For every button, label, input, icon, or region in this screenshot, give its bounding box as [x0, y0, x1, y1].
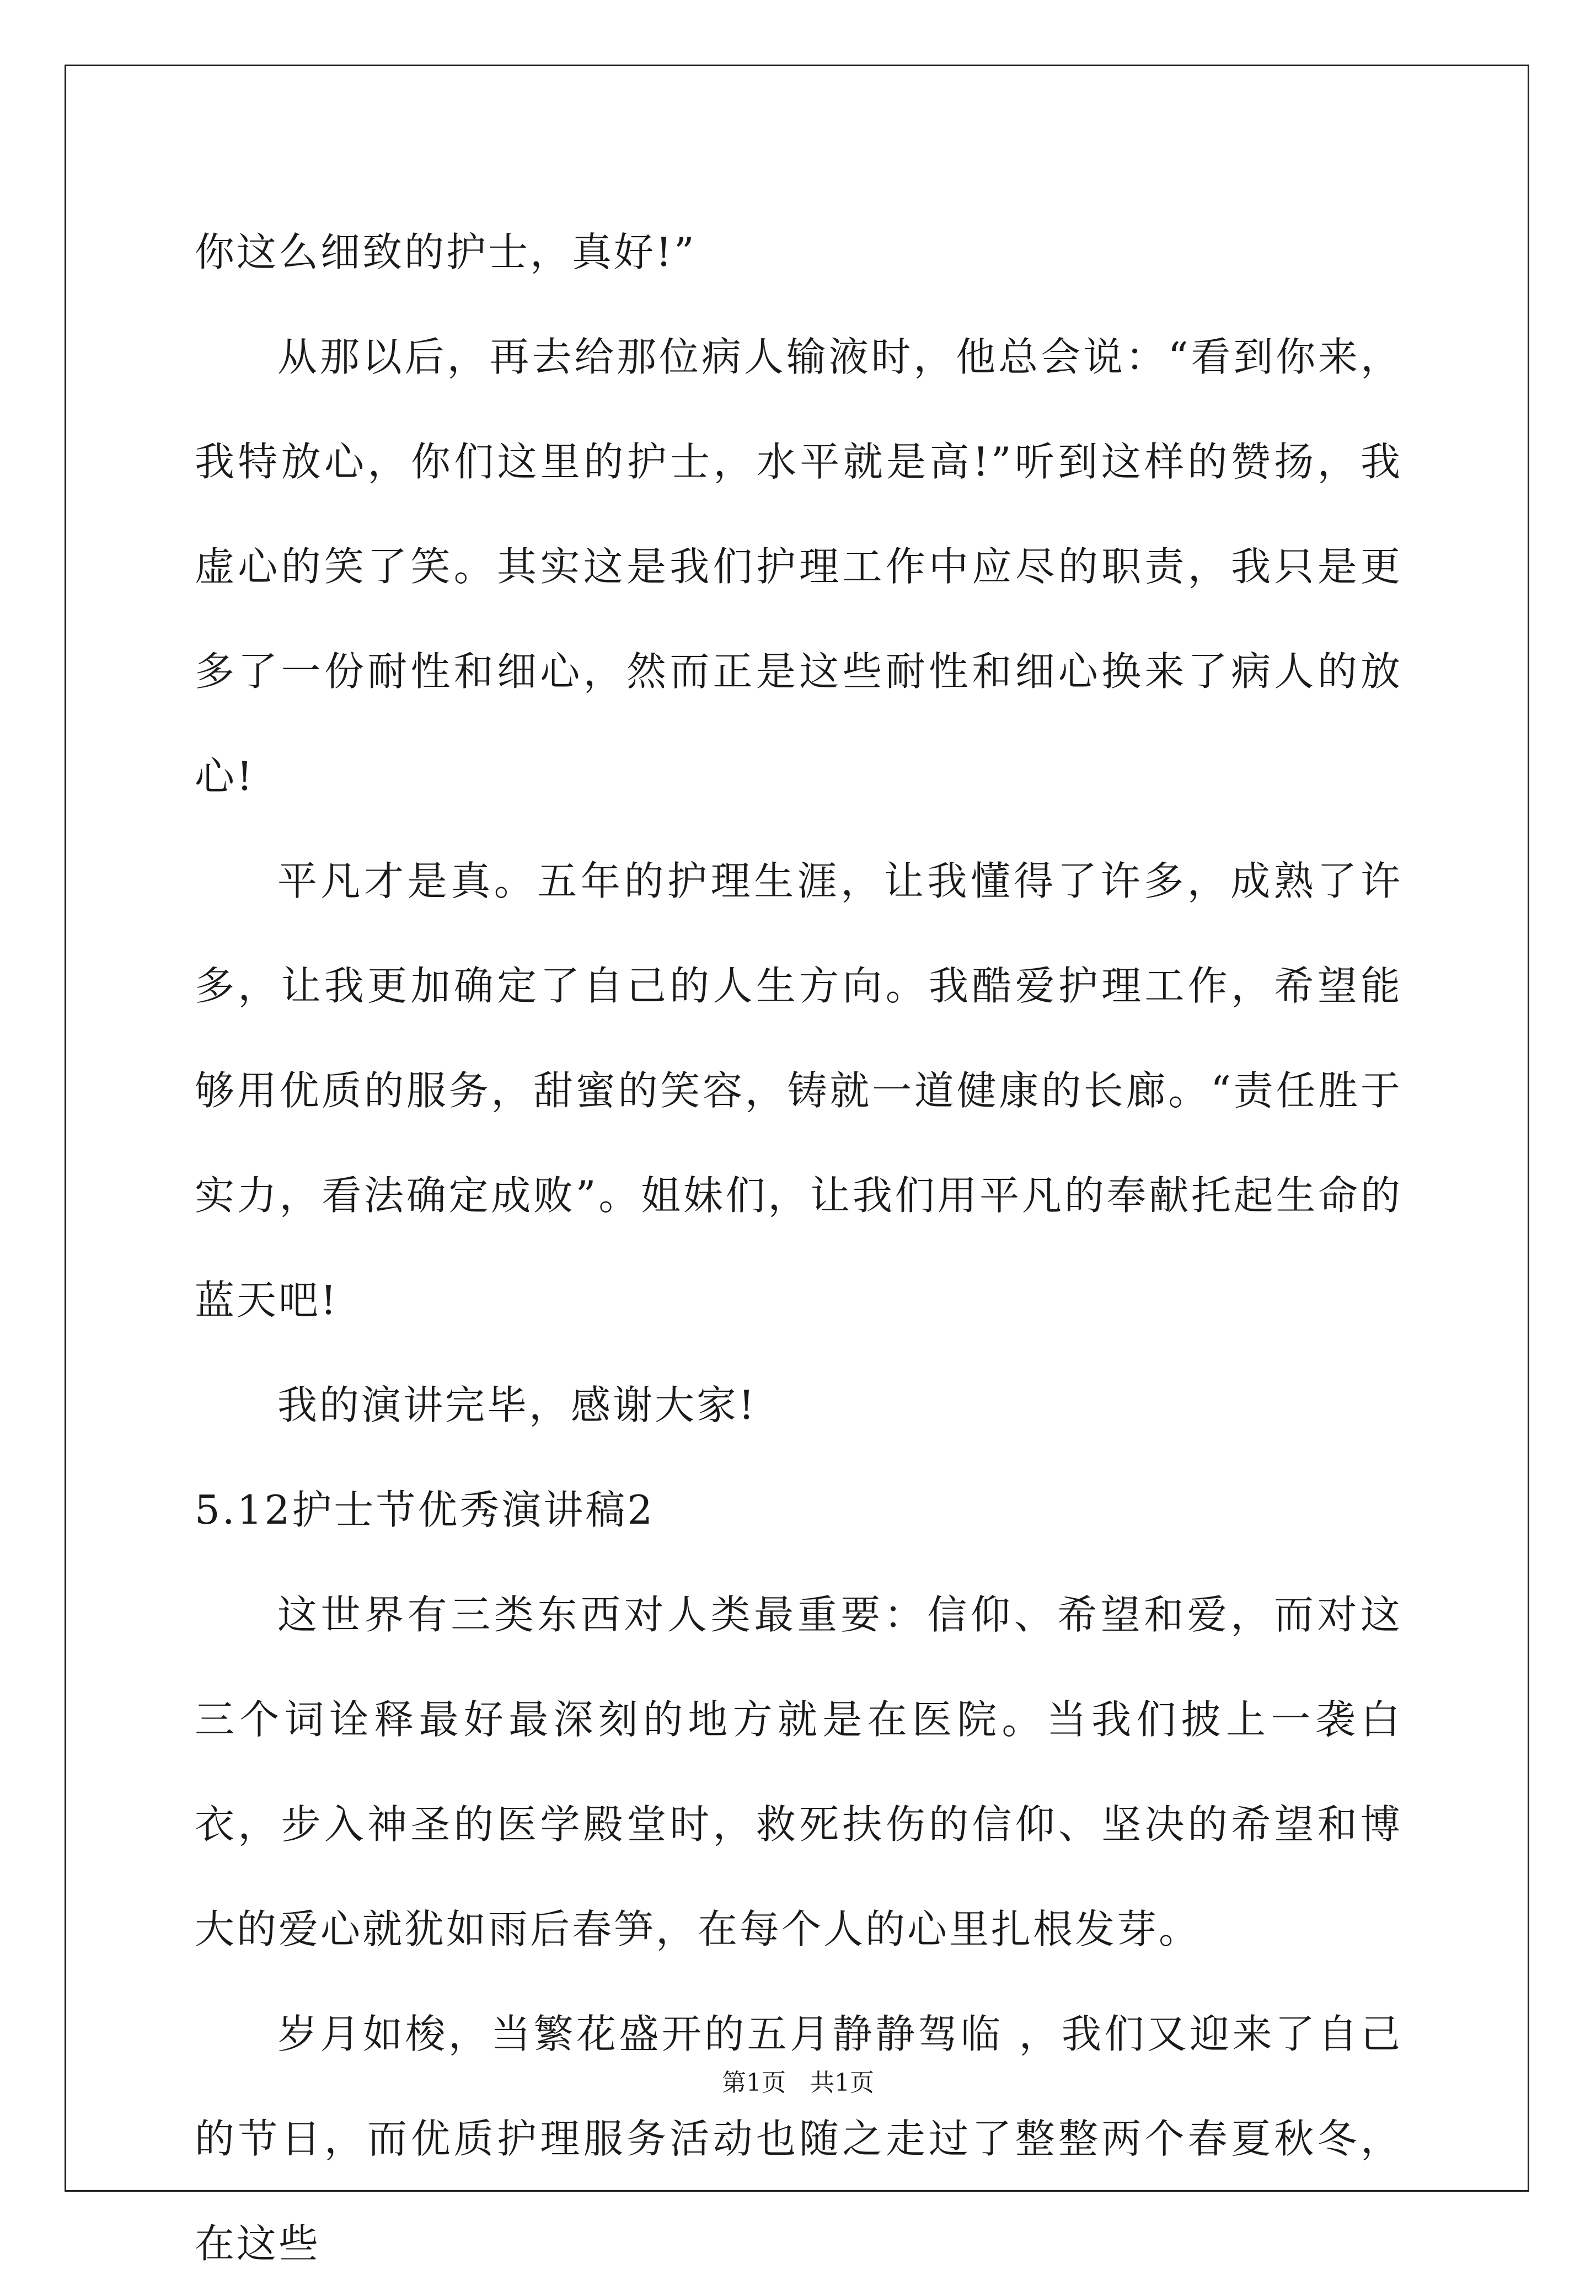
paragraph-5: 这世界有三类东西对人类最重要：信仰、希望和爱，而对这三个词诠释最好最深刻的地方就是在医院。当我们披上一袭白衣，步入神圣的医学殿堂时，救死扶伤的信仰、坚决的希望和博大的爱心就犹如雨后春笋，在每个人的心里扎根发芽。 — [195, 1592, 1402, 1952]
paragraph-3: 平凡才是真。五年的护理生涯，让我懂得了许多，成熟了许多，让我更加确定了自己的人生方向。我酷爱护理工作，希望能够用优质的服务，甜蜜的笑容，铸就一道健康的长廊。“责任胜于实力，看法确定成败”。姐妹们，让我们用平凡的奉献托起生命的蓝天吧! — [195, 858, 1402, 1323]
paragraph-1: 你这么细致的护士，真好!” — [195, 229, 697, 275]
section-heading: 5.12护士节优秀演讲稿2 — [195, 1487, 655, 1533]
paragraph-4: 我的演讲完毕，感谢大家! — [277, 1382, 757, 1428]
paragraph-2: 从那以后，再去给那位病人输液时，他总会说：“看到你来，我特放心，你们这里的护士，水平就是高!”听到这样的赞扬，我虚心的笑了笑。其实这是我们护理工作中应尽的职责，我只是更多了一份耐性和细心，然而正是这些耐性和细心换来了病人的放心! — [195, 334, 1402, 799]
page-footer: 第1页 共1页 — [722, 2069, 874, 2097]
paragraph-6: 岁月如梭，当繁花盛开的五月静静驾临 ，我们又迎来了自己的节日，而优质护理服务活动也随之走过了整整两个春夏秋冬，在这些 — [195, 2011, 1402, 2267]
document-body — [195, 200, 1402, 2296]
